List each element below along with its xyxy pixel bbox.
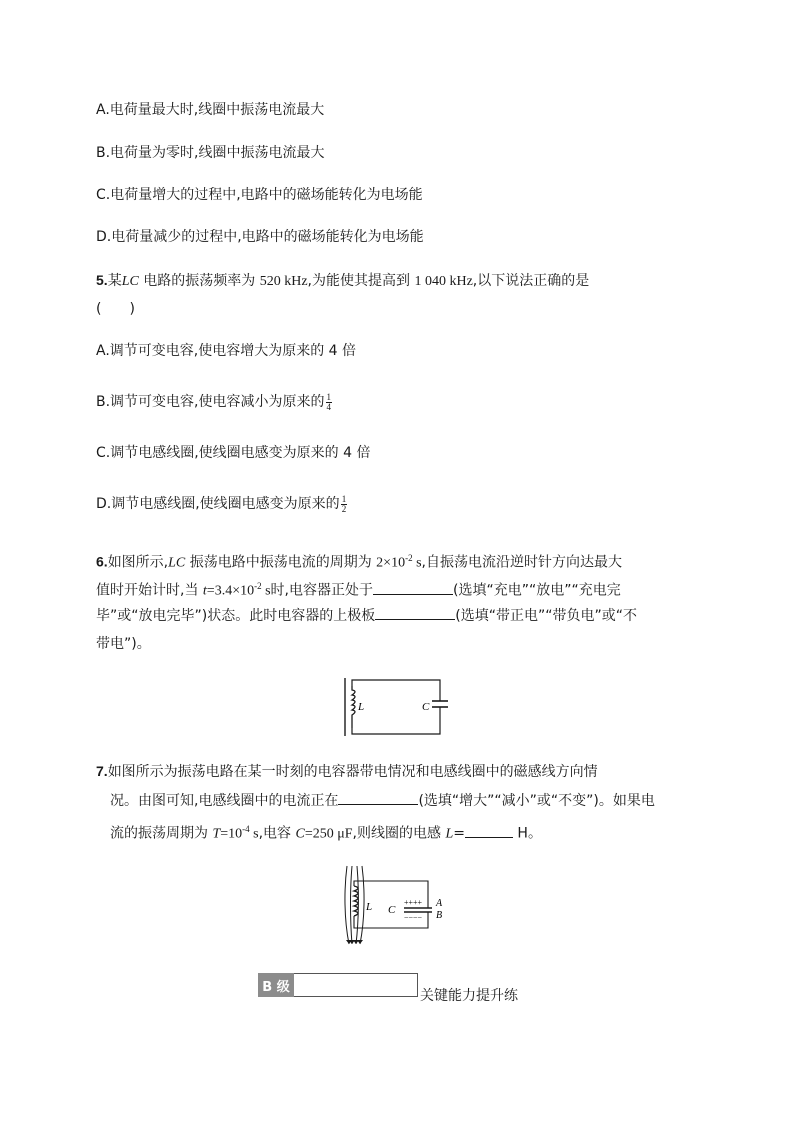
q7-line-3 xyxy=(110,819,542,845)
fraction xyxy=(326,393,333,412)
lc-magnetic-field-diagram xyxy=(336,864,466,946)
q6-line-1 xyxy=(96,548,622,574)
fraction-denominator: 2 xyxy=(341,503,347,514)
capacitor-label: C xyxy=(422,701,430,713)
section-badge: B 级 xyxy=(258,973,294,997)
fraction xyxy=(341,495,348,514)
q4-option-b: B.电荷量为零时,线圈中振荡电流最大 xyxy=(96,145,325,161)
q6-t-exp: -2 xyxy=(254,581,262,591)
inductor-coil-icon xyxy=(352,686,355,728)
q7-T-unit: s xyxy=(249,826,259,842)
q7-text: ,则线圈的电感 xyxy=(352,825,446,842)
q5-lc: LC xyxy=(121,274,139,289)
q5-option-d-text: D.调节电感线圈,使线圈电感变为原来的 xyxy=(96,496,340,512)
q4-option-d: D.电荷量减少的过程中,电路中的磁场能转化为电场能 xyxy=(96,229,424,245)
q6-t-var: t xyxy=(202,583,207,599)
q7-number: 7. xyxy=(96,763,108,779)
q6-t-unit: s xyxy=(261,583,271,599)
q6-line-2 xyxy=(96,576,621,602)
q5-number: 5. xyxy=(96,272,108,288)
q6-lc: LC xyxy=(168,555,186,571)
q6-period-unit: s xyxy=(412,555,422,571)
arrow-down-icon xyxy=(357,940,363,944)
q5-option-b xyxy=(96,392,332,412)
positive-charges: ++++ xyxy=(404,898,423,907)
q7-T-var: T xyxy=(212,826,221,842)
q6-t-val: =3.4×10 xyxy=(206,583,255,599)
q5-freq-2: 1 040 kHz xyxy=(414,274,473,289)
q6-text: (选填“充电”“放电”“充电完 xyxy=(453,582,621,599)
q7-text: 如图所示为振荡电路在某一时刻的电容器带电情况和电感线圈中的磁感线方向情 xyxy=(107,764,598,780)
q5-stem-post: ,以下说法正确的是 xyxy=(472,273,590,289)
q7-text: ,电容 xyxy=(258,825,296,842)
section-title: 关键能力提升练 xyxy=(420,988,518,1004)
q6-line-4: 带电”)。 xyxy=(96,636,151,652)
q6-text: (选填“带正电”“带负电”或“不 xyxy=(455,608,637,624)
q4-option-c: C.电荷量增大的过程中,电路中的磁场能转化为电场能 xyxy=(96,187,423,203)
field-line xyxy=(351,866,353,944)
q7-L-var: L xyxy=(445,826,454,842)
plate-a-label: A xyxy=(436,898,443,909)
q6-period-exp: -2 xyxy=(405,553,413,563)
fraction-denominator: 4 xyxy=(326,401,332,412)
q5-stem-pre: 某 xyxy=(107,273,122,289)
q4-option-a: A.电荷量最大时,线圈中振荡电流最大 xyxy=(96,102,325,118)
lc-circuit-diagram xyxy=(338,676,458,738)
q6-line-3 xyxy=(96,605,637,626)
answer-blank[interactable] xyxy=(375,605,455,620)
q6-text: ,自振荡电流沿逆时针方向达最大 xyxy=(421,554,622,571)
q7-C-val: =250 μF xyxy=(304,826,353,842)
fraction-numerator: 1 xyxy=(341,493,347,504)
q6-number: 6. xyxy=(96,553,108,570)
q6-text: 毕”或“放电完毕”)状态。此时电容器的上极板 xyxy=(96,608,376,624)
q7-T-exp: -4 xyxy=(242,824,250,834)
q7-text: (选填“增大”“减小”或“不变”)。如果电 xyxy=(418,793,655,809)
q5-option-a: A.调节可变电容,使电容增大为原来的 4 倍 xyxy=(96,343,357,359)
section-header xyxy=(258,973,518,1004)
answer-blank[interactable] xyxy=(373,580,453,595)
section-badge-box xyxy=(294,973,418,997)
field-line xyxy=(360,866,364,944)
answer-blank[interactable] xyxy=(465,823,513,838)
negative-charges: −−−− xyxy=(404,913,423,922)
capacitor-label: C xyxy=(388,904,396,916)
q6-text: 时,电容器正处于 xyxy=(270,582,373,599)
fraction-numerator: 1 xyxy=(326,391,332,402)
q5-freq-1: 520 kHz xyxy=(259,274,308,289)
q7-text: 流的振荡周期为 xyxy=(110,825,213,842)
q7-text: 况。由图可知,电感线圈中的电流正在 xyxy=(110,793,339,809)
plate-b-label: B xyxy=(436,910,443,921)
answer-blank[interactable] xyxy=(338,790,418,805)
q7-T-val: =10 xyxy=(220,826,243,842)
q7-text: H。 xyxy=(512,825,542,842)
inductor-label: L xyxy=(358,701,365,713)
q5-option-b-text: B.调节可变电容,使电容减小为原来的 xyxy=(96,394,325,410)
q6-text: 如图所示, xyxy=(107,554,169,571)
q7-C-var: C xyxy=(295,826,305,842)
q5-paren: ( ) xyxy=(96,301,135,317)
q7-text: = xyxy=(453,825,465,842)
circuit-wire xyxy=(352,680,440,701)
field-line xyxy=(345,866,349,944)
q5-stem-mid2: ,为能使其提高到 xyxy=(307,273,415,289)
q5-option-c: C.调节电感线圈,使线圈电感变为原来的 4 倍 xyxy=(96,445,371,461)
q5-stem xyxy=(96,270,589,292)
q6-text: 值时开始计时,当 xyxy=(96,582,203,599)
q7-line-1 xyxy=(96,761,598,782)
q5-stem-mid: 电路的振荡频率为 xyxy=(138,273,260,289)
inductor-coil-icon xyxy=(354,886,358,916)
q6-text: 振荡电路中振荡电流的周期为 xyxy=(185,554,377,571)
q5-option-d xyxy=(96,494,347,514)
q6-period: 2×10 xyxy=(376,555,406,571)
q7-line-2 xyxy=(110,790,655,811)
inductor-label: L xyxy=(366,901,373,913)
